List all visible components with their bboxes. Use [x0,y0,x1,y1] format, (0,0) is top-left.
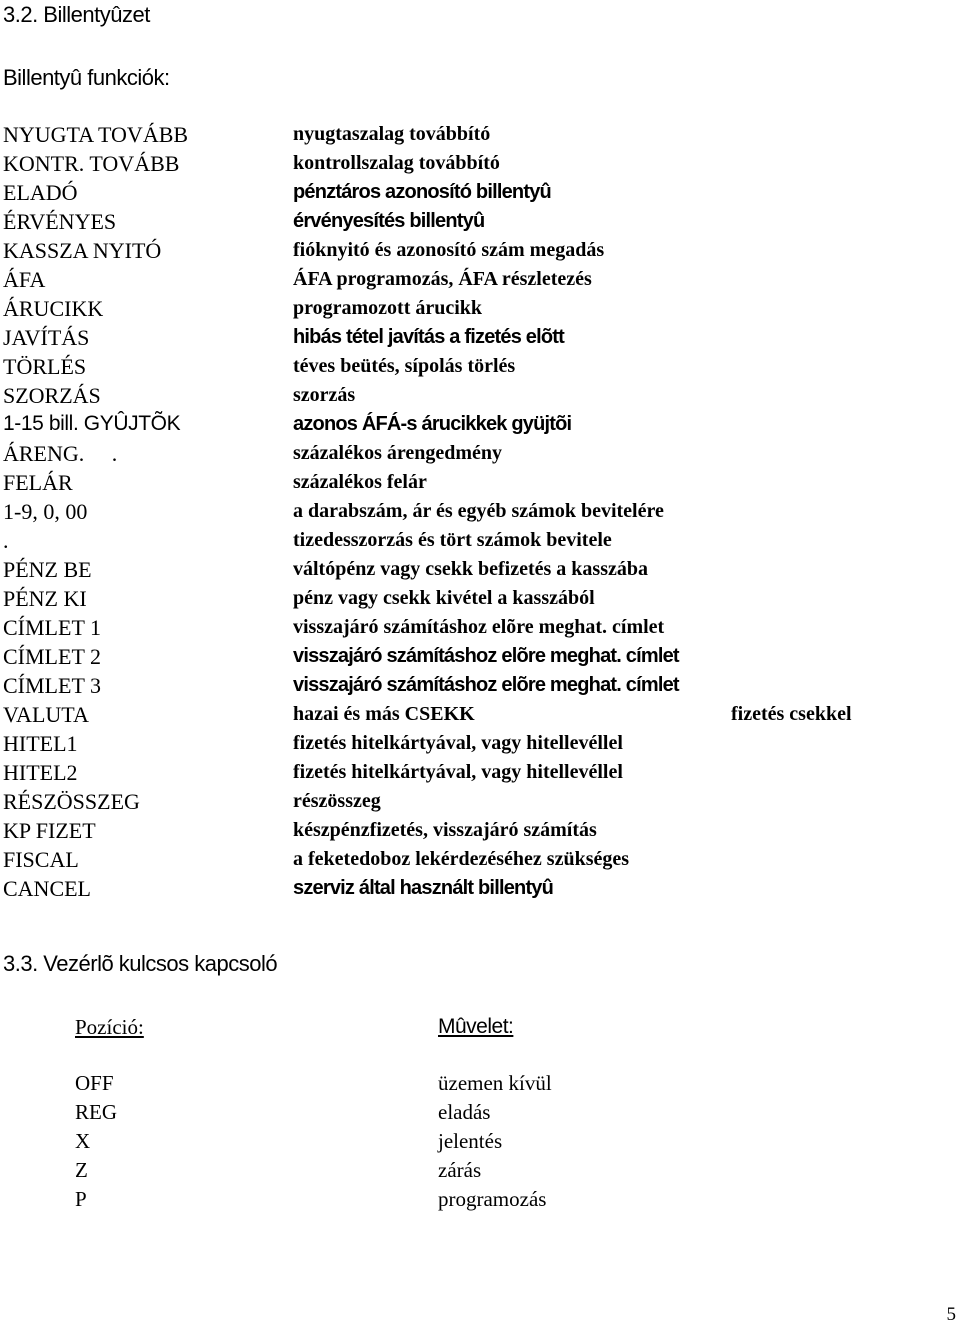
key-label: CÍMLET 3 [3,673,101,698]
key-description: visszajáró számításhoz elõre meghat. címlet [293,616,665,638]
key-description: váltópénz vagy csekk befizetés a kasszába [293,558,648,580]
section2-title: 3.3. Vezérlõ kulcsos kapcsoló [3,951,278,976]
switch-position: Z [75,1158,88,1182]
key-label: HITEL1 [3,731,78,756]
key-description: pénztáros azonosító billentyû [293,181,551,203]
key-description: azonos ÁFÁ-s árucikkek gyüjtõi [293,413,572,435]
page-number: 5 [946,1304,956,1325]
key-description: szorzás [293,384,356,406]
switch-position: REG [75,1100,117,1124]
key-description: hibás tétel javítás a fizetés elõtt [293,326,564,348]
key-description: visszajáró számításhoz elõre meghat. címlet [293,674,679,696]
key-label: ÁRENG. . [3,441,118,466]
key-label: KONTR. TOVÁBB [3,151,180,176]
switch-operation: programozás [438,1187,547,1211]
key-label: SZORZÁS [3,383,101,408]
key-label: ÁRUCIKK [3,296,104,321]
switch-operation: jelentés [438,1129,503,1153]
key-label: VALUTA [3,702,89,727]
key-label: PÉNZ KI [3,586,87,611]
key-label: FELÁR [3,470,73,495]
key-description: a darabszám, ár és egyéb számok bevitelére [293,500,664,522]
key-label: ELADÓ [3,180,78,205]
key-description: kontrollszalag továbbító [293,152,500,174]
key-label: JAVÍTÁS [3,325,90,350]
key-description: nyugtaszalag továbbító [293,123,491,145]
key-label: RÉSZÖSSZEG [3,789,140,814]
column-header-position: Pozíció: [75,1015,144,1039]
key-label: FISCAL [3,847,79,872]
key-label: CÍMLET 2 [3,644,101,669]
key-description: érvényesítés billentyû [293,210,485,232]
key-description: ÁFA programozás, ÁFA részletezés [293,268,592,290]
key-description: szerviz által használt billentyû [293,877,554,899]
key-label: CÍMLET 1 [3,615,101,640]
column-header-operation: Mûvelet: [438,1015,514,1038]
switch-position: P [75,1187,87,1211]
key-description: készpénzfizetés, visszajáró számítás [293,819,597,841]
key-description: fizetés hitelkártyával, vagy hitellevéllel [293,732,623,754]
subtitle: Billentyû funkciók: [3,65,170,90]
key-description: visszajáró számításhoz elõre meghat. címlet [293,645,679,667]
switch-operation: zárás [438,1158,482,1182]
key-description: pénz vagy csekk kivétel a kasszából [293,587,595,609]
key-label: ÉRVÉNYES [3,209,117,234]
key-description: részösszeg [293,790,381,812]
key-label: . [3,528,9,553]
key-label: 1-9, 0, 00 [3,499,88,524]
key-description-extra: fizetés csekkel [731,703,852,725]
key-description: programozott árucikk [293,297,483,319]
key-description: hazai és más CSEKK [293,703,475,725]
section-title: 3.2. Billentyûzet [3,2,150,27]
switch-operation: eladás [438,1100,491,1124]
key-label: KP FIZET [3,818,96,843]
key-label: 1-15 bill. GYÛJTÕK [3,412,181,435]
key-description: a feketedoboz lekérdezéséhez szükséges [293,848,630,870]
key-description: fióknyitó és azonosító szám megadás [293,239,605,261]
key-description: téves beütés, sípolás törlés [293,355,516,377]
key-description: százalékos felár [293,471,427,493]
key-label: NYUGTA TOVÁBB [3,122,189,147]
key-label: TÖRLÉS [3,354,87,379]
switch-position: OFF [75,1071,114,1095]
key-label: KASSZA NYITÓ [3,238,162,263]
switch-operation: üzemen kívül [438,1071,552,1095]
key-label: ÁFA [3,267,46,292]
key-description: tizedesszorzás és tört számok bevitele [293,529,612,551]
key-label: HITEL2 [3,760,78,785]
key-label: CANCEL [3,876,91,901]
key-description: százalékos árengedmény [293,442,503,464]
switch-position: X [75,1129,91,1153]
key-label: PÉNZ BE [3,557,92,582]
key-description: fizetés hitelkártyával, vagy hitellevéllel [293,761,623,783]
